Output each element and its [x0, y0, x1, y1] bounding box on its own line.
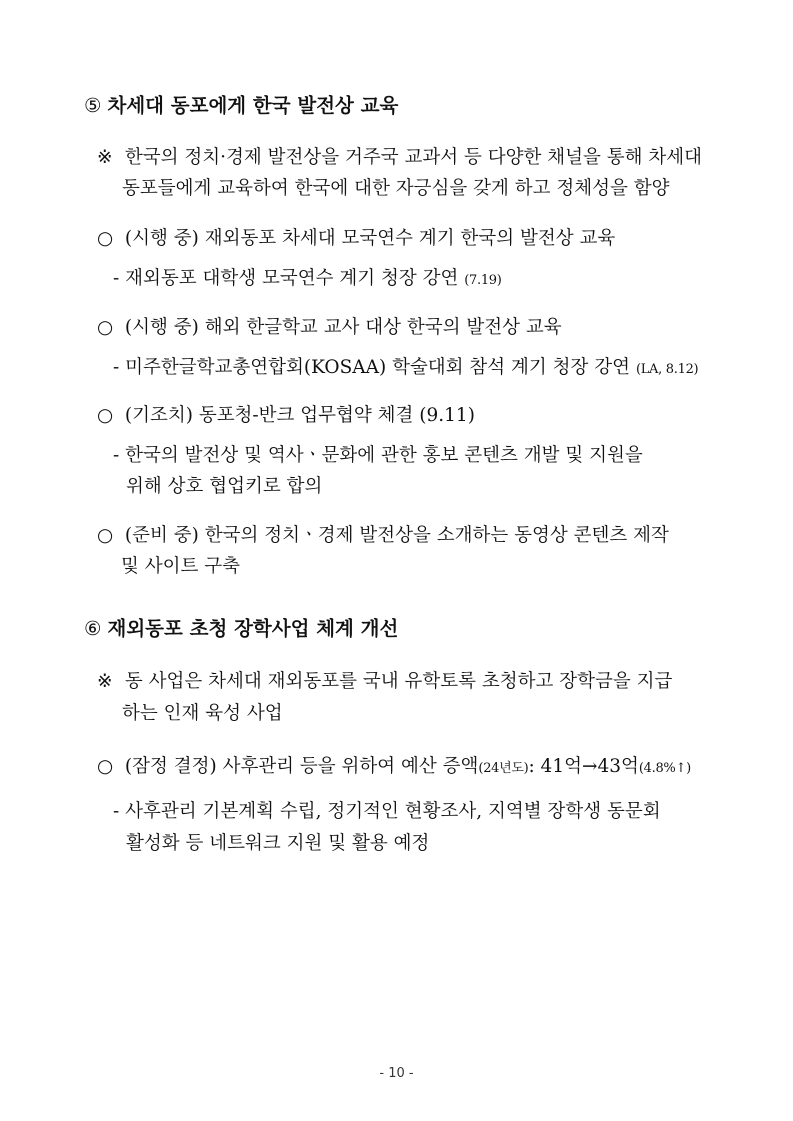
- date-note: (LA, 8.12): [635, 362, 699, 377]
- reference-mark-icon: ※: [97, 147, 113, 168]
- dash-bullet: -: [113, 357, 120, 378]
- section-5-title: 차세대 동포에게 한국 발전상 교육: [107, 94, 399, 117]
- circle-bullet-icon: ○: [97, 525, 114, 546]
- section-6-item-1-sub-line2: 활성화 등 네트워크 지원 및 활용 예정: [126, 833, 430, 854]
- section-6-number: ⑥: [84, 617, 102, 640]
- section-6-title: 재외동포 초청 장학사업 체계 개선: [107, 617, 399, 640]
- section-6-note-line1: ※ 동 사업은 차세대 재외동포를 국내 유학토록 초청하고 장학금을 지급: [97, 668, 672, 696]
- increase-rate-note: (4.8%↑): [638, 761, 691, 776]
- section-5-item-4-line1: ○ (준비 중) 한국의 정치ㆍ경제 발전상을 소개하는 동영상 콘텐츠 제작: [97, 522, 669, 550]
- section-5-item-4-line2: 및 사이트 구축: [121, 556, 240, 577]
- section-5-number: ⑤: [84, 94, 102, 117]
- circle-bullet-icon: ○: [97, 756, 114, 777]
- section-5-heading: [84, 92, 398, 120]
- reference-mark-icon: ※: [97, 671, 113, 692]
- section-5-item-1-sub: - 재외동포 대학생 모국연수 계기 청장 강연 (7.19): [113, 268, 502, 289]
- section-5-item-3-sub-line2: 위해 상호 협업키로 합의: [126, 476, 323, 497]
- section-5-note-line2: 동포들에게 교육하여 한국에 대한 자긍심을 갖게 하고 정체성을 함양: [122, 178, 670, 199]
- section-6-note-line2: 하는 인재 육성 사업: [122, 703, 283, 724]
- section-5-item-1: ○ (시행 중) 재외동포 차세대 모국연수 계기 한국의 발전상 교육: [97, 225, 615, 253]
- section-5-note-line1: ※ 한국의 정치·경제 발전상을 거주국 교과서 등 다양한 채널을 통해 차세대: [97, 144, 702, 172]
- dash-bullet: -: [113, 268, 120, 289]
- fiscal-year-note: (24년도): [478, 761, 529, 776]
- circle-bullet-icon: ○: [97, 228, 114, 249]
- section-5-item-2-sub: - 미주한글학교총연합회(KOSAA) 학술대회 참석 계기 청장 강연 (LA, 8.12): [113, 357, 699, 378]
- page-number: - 10 -: [379, 1066, 414, 1081]
- dash-bullet: -: [113, 445, 120, 466]
- section-5-item-3: ○ (기조치) 동포청-반크 업무협약 체결 (9.11): [97, 402, 475, 430]
- circle-bullet-icon: ○: [97, 405, 114, 426]
- section-5-item-2: ○ (시행 중) 해외 한글학교 교사 대상 한국의 발전상 교육: [97, 314, 562, 342]
- section-6-item-1: ○ (잠정 결정) 사후관리 등을 위하여 예산 증액(24년도): 41억→43억(4.8%↑): [97, 753, 691, 783]
- section-6-item-1-sub-line1: - 사후관리 기본계획 수립, 정기적인 현황조사, 지역별 장학생 동문회: [113, 801, 661, 822]
- section-5-item-3-sub-line1: - 한국의 발전상 및 역사ㆍ문화에 관한 홍보 콘텐츠 개발 및 지원을: [113, 445, 643, 466]
- circle-bullet-icon: ○: [97, 317, 114, 338]
- date-note: (7.19): [464, 273, 502, 288]
- section-6-heading: [84, 615, 398, 643]
- dash-bullet: -: [113, 801, 120, 822]
